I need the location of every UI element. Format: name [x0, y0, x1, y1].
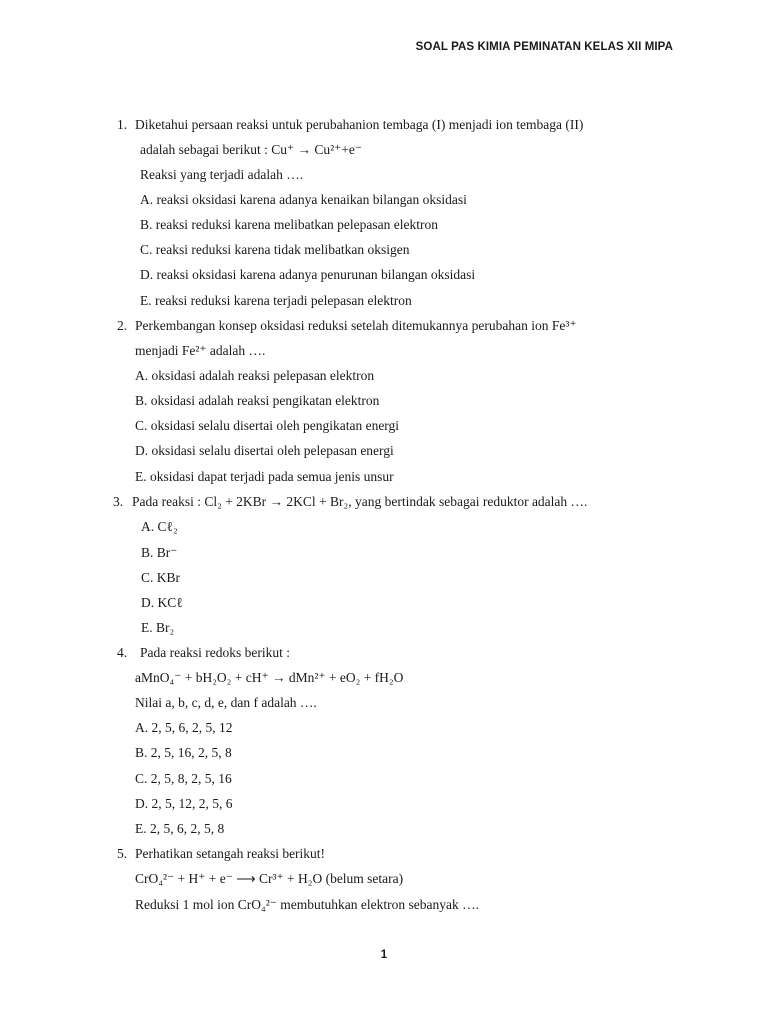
question-5-line-1: Perhatikan setangah reaksi berikut!	[135, 846, 326, 861]
question-3-option-d: D. KCℓ	[141, 595, 183, 610]
question-1-option-e: E. reaksi reduksi karena terjadi pelepasan elektron	[140, 293, 412, 308]
question-4-line-1: Pada reaksi redoks berikut :	[140, 645, 290, 660]
question-2-option-b: B. oksidasi adalah reaksi pengikatan elektron	[135, 393, 380, 408]
question-5-number: 5.	[117, 846, 128, 861]
question-1-number: 1.	[117, 117, 128, 132]
question-1-option-d: D. reaksi oksidasi karena adanya penurunan bilangan oksidasi	[140, 267, 476, 282]
question-4-number: 4.	[117, 645, 128, 660]
question-2-line-2: menjadi Fe²⁺ adalah ….	[135, 343, 266, 358]
question-3-option-e: E. Br₂	[141, 620, 175, 635]
question-1-line-2: adalah sebagai berikut : Cu⁺ → Cu²⁺+e⁻	[140, 142, 362, 157]
page-number: 1	[380, 949, 388, 961]
question-1-option-a: A. reaksi oksidasi karena adanya kenaikan bilangan oksidasi	[140, 192, 467, 207]
question-3-option-b: B. Br⁻	[141, 545, 178, 560]
question-4-equation: aMnO₄⁻ + bH₂O₂ + cH⁺ → dMn²⁺ + eO₂ + fH₂O	[135, 670, 404, 685]
question-5-line-3: Reduksi 1 mol ion CrO₄²⁻ membutuhkan elektron sebanyak ….	[135, 897, 479, 912]
question-3-number: 3.	[113, 494, 124, 509]
question-2-line-1: Perkembangan konsep oksidasi reduksi setelah ditemukannya perubahan ion Fe³⁺	[135, 318, 577, 333]
question-1-line-3: Reaksi yang terjadi adalah ….	[140, 167, 304, 182]
question-2-number: 2.	[117, 318, 128, 333]
question-2-option-d: D. oksidasi selalu disertai oleh pelepasan energi	[135, 443, 394, 458]
page-header-title: SOAL PAS KIMIA PEMINATAN KELAS XII MIPA	[415, 41, 673, 53]
question-2-option-a: A. oksidasi adalah reaksi pelepasan elektron	[135, 368, 375, 383]
question-5-equation: CrO₄²⁻ + H⁺ + e⁻ ⟶ Cr³⁺ + H₂O (belum setara)	[135, 871, 404, 886]
question-1-option-c: C. reaksi reduksi karena tidak melibatkan oksigen	[140, 242, 410, 257]
question-3-option-a: A. Cℓ₂	[141, 519, 178, 534]
question-2-option-e: E. oksidasi dapat terjadi pada semua jenis unsur	[135, 469, 394, 484]
question-4-option-b: B. 2, 5, 16, 2, 5, 8	[135, 745, 232, 760]
question-2-option-c: C. oksidasi selalu disertai oleh pengikatan energi	[135, 418, 400, 433]
question-1-option-b: B. reaksi reduksi karena melibatkan pelepasan elektron	[140, 217, 439, 232]
question-4-line-3: Nilai a, b, c, d, e, dan f adalah ….	[135, 695, 317, 710]
question-3-option-c: C. KBr	[141, 570, 181, 585]
question-4-option-d: D. 2, 5, 12, 2, 5, 6	[135, 796, 233, 811]
question-3-line-1: Pada reaksi : Cl₂ + 2KBr → 2KCl + Br₂, yang bertindak sebagai reduktor adalah ….	[132, 494, 588, 509]
question-4-option-c: C. 2, 5, 8, 2, 5, 16	[135, 771, 232, 786]
question-1-line-1: Diketahui persaan reaksi untuk perubahanion tembaga (I) menjadi ion tembaga (II)	[135, 117, 584, 132]
question-4-option-e: E. 2, 5, 6, 2, 5, 8	[135, 821, 225, 836]
question-4-option-a: A. 2, 5, 6, 2, 5, 12	[135, 720, 233, 735]
